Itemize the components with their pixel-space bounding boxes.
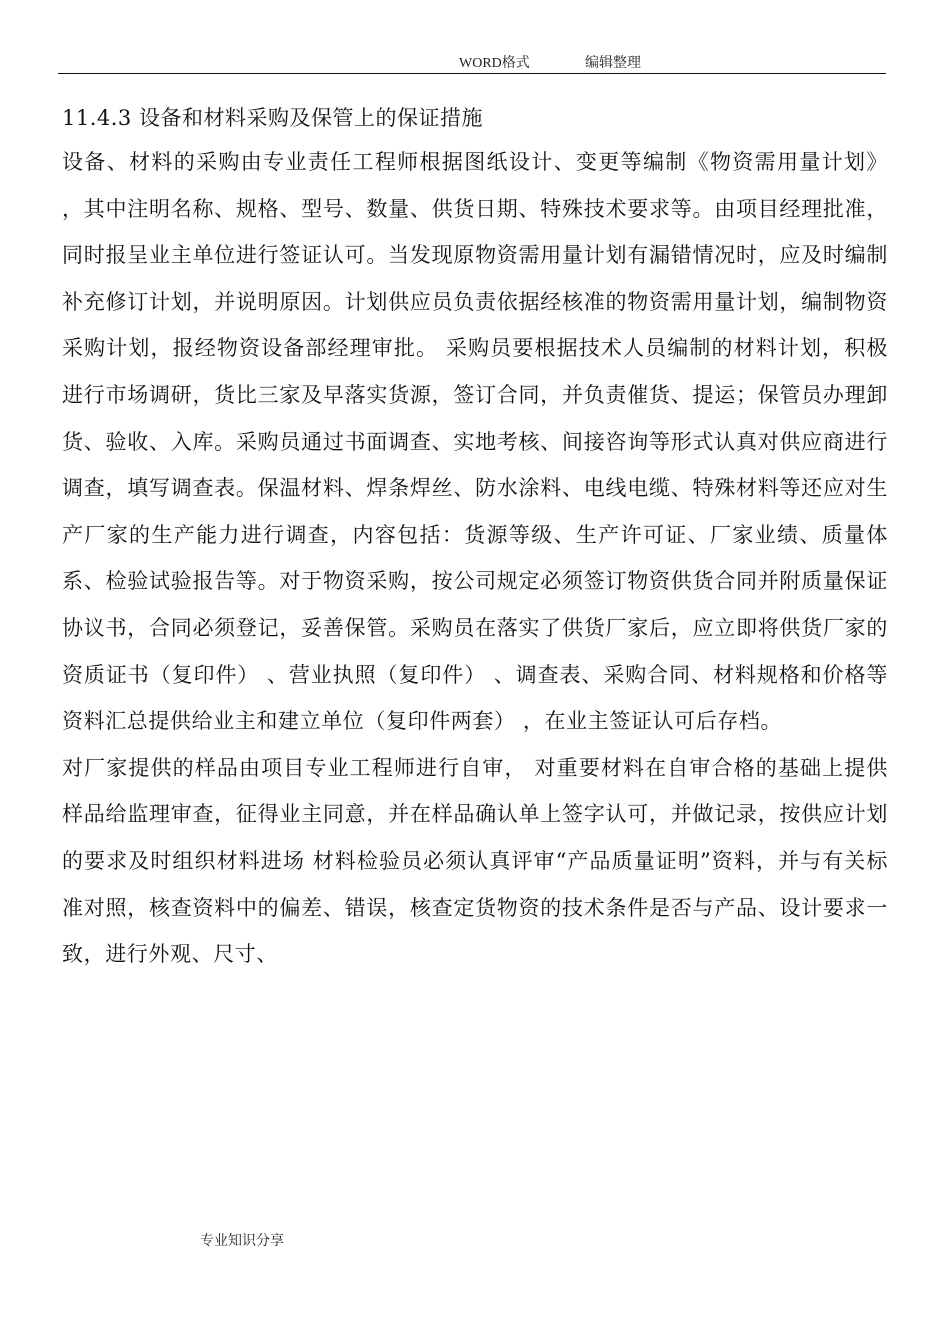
header-divider	[58, 73, 886, 74]
header-edit-label: 编辑整理	[585, 56, 641, 71]
header-format-label: WORD格式	[459, 56, 530, 71]
section-heading: 11.4.3 设备和材料采购及保管上的保证措施	[62, 106, 483, 130]
page-header	[0, 54, 950, 74]
page-footer: 专业知识分享	[200, 1234, 284, 1249]
document-body	[62, 97, 888, 978]
paragraph-sample-review: 对厂家提供的样品由项目专业工程师进行自审， 对重要材料在自审合格的基础上提供样品给监理审查，征得业主同意，并在样品确认单上签字认可，并做记录，按供应计划的要求及时组织材料进场 材料检验员必须认真评审“产品质量证明”资料，并与有关标准对照，核查资料中的偏差、错误，核查定货物资的技术条件是否与产品、设计要求一致，进行外观、尺寸、	[62, 755, 888, 967]
paragraph-procurement: 设备、材料的采购由专业责任工程师根据图纸设计、变更等编制《物资需用量计划》 ，其中注明名称、规格、型号、数量、供货日期、特殊技术要求等。由项目经理批准，同时报呈业主单位进行签证认可。当发现原物资需用量计划有漏错情况时，应及时编制补充修订计划，并说明原因。计划供应员负责依据经核准的物资需用量计划，编制物资采购计划，报经物资设备部经理审批。 采购员要根据技术人员编制的材料计划，积极进行市场调研，货比三家及早落实货源，签订合同，并负责催货、提运；保管员办理卸货、验收、入库。采购员通过书面调查、实地考核、间接咨询等形式认真对供应商进行调查，填写调查表。保温材料、焊条焊丝、防水涂料、电线电缆、特殊材料等还应对生产厂家的生产能力进行调查，内容包括：货源等级、生产许可证、厂家业绩、质量体系、检验试验报告等。对于物资采购，按公司规定必须签订物资供货合同并附质量保证协议书，合同必须登记，妥善保管。采购员在落实了供货厂家后，应立即将供货厂家的资质证书（复印件） 、营业执照（复印件） 、调查表、采购合同、材料规格和价格等资料汇总提供给业主和建立单位（复印件两套） ，在业主签证认可后存档。	[62, 150, 888, 734]
